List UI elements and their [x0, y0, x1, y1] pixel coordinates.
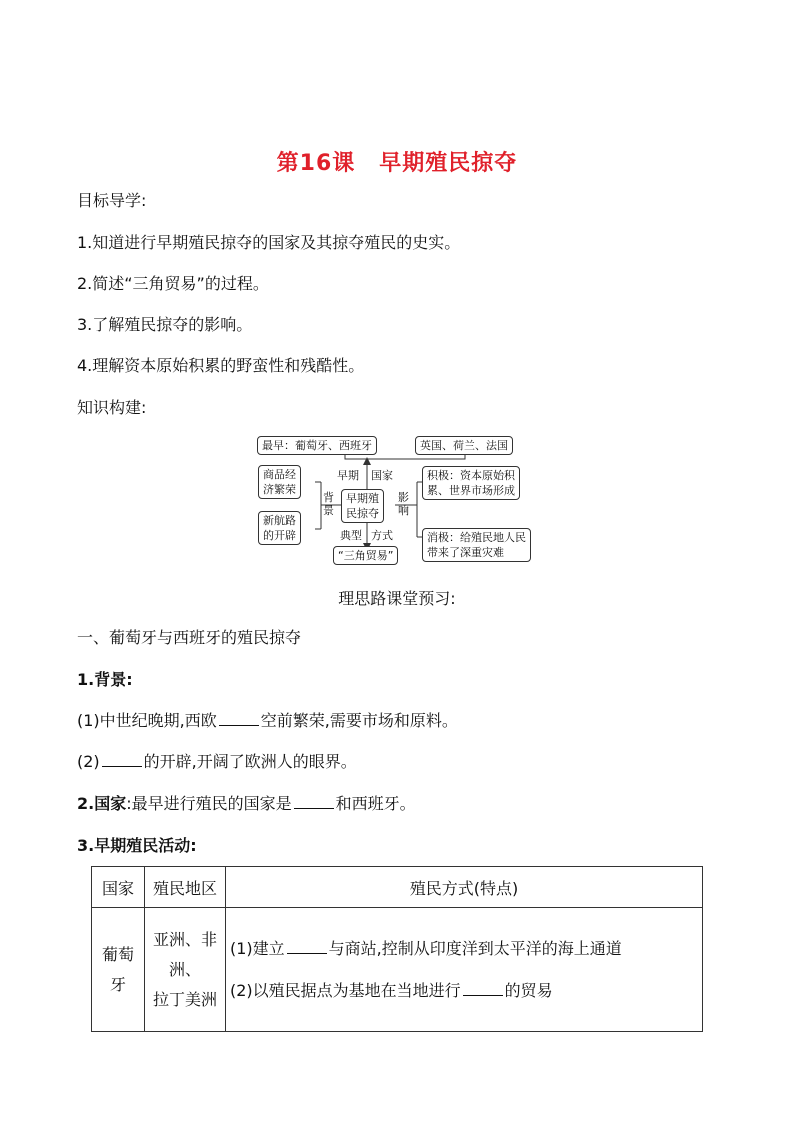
box-center: 早期殖 民掠夺	[341, 489, 384, 523]
section-heading: 一、葡萄牙与西班牙的殖民掠夺	[77, 628, 302, 647]
lesson-title: 早期殖民掠夺	[379, 151, 518, 176]
box-positive: 积极：资本原始积 累、世界市场形成	[422, 466, 520, 500]
label-method: 方式	[371, 529, 393, 542]
table-header: 国家	[92, 867, 145, 908]
background-heading: 1.背景:	[77, 670, 133, 689]
background-item: (2) 的开辟,开阔了欧洲人的眼界。	[77, 752, 357, 771]
cell-method: (1)建立 与商站,控制从印度洋到太平洋的海上通道 (2)以殖民据点为基地在当地进行 的贸易	[226, 908, 703, 1032]
table-row	[92, 908, 703, 1032]
box-earliest: 最早：葡萄牙、西班牙	[257, 436, 377, 455]
goal-item: 4.理解资本原始积累的野蛮性和残酷性。	[77, 356, 365, 375]
country-item: 2.国家:最早进行殖民的国家是 和西班牙。	[77, 794, 416, 813]
box-triangle-trade: “三角贸易”	[333, 546, 398, 565]
goal-item: 2.简述“三角贸易”的过程。	[77, 274, 269, 293]
box-negative: 消极：给殖民地人民 带来了深重灾难	[422, 528, 531, 562]
goal-item: 1.知道进行早期殖民掠夺的国家及其掠夺殖民的史实。	[77, 233, 461, 252]
activity-heading: 3.早期殖民活动:	[77, 836, 197, 855]
fill-blank[interactable]	[463, 981, 503, 996]
cell-country: 葡萄 牙	[92, 908, 145, 1032]
knowledge-heading: 知识构建:	[77, 398, 147, 417]
box-route: 新航路 的开辟	[258, 511, 301, 545]
fill-blank[interactable]	[294, 794, 334, 809]
goals-heading: 目标导学:	[77, 191, 147, 210]
label-typical: 典型	[340, 529, 362, 542]
table-header: 殖民地区	[145, 867, 226, 908]
label-background: 背 景	[323, 491, 334, 517]
colonial-activities-table	[91, 866, 703, 1032]
background-item: (1)中世纪晚期,西欧 空前繁荣,需要市场和原料。	[77, 711, 458, 730]
label-early: 早期	[337, 469, 359, 482]
lesson-number: 第16课	[276, 151, 356, 176]
table-header-row	[92, 867, 703, 908]
fill-blank[interactable]	[102, 752, 142, 767]
preview-heading: 理思路课堂预习:	[338, 589, 456, 608]
goal-item: 3.了解殖民掠夺的影响。	[77, 315, 253, 334]
label-country: 国家	[371, 469, 393, 482]
table-header: 殖民方式(特点)	[226, 867, 703, 908]
concept-diagram	[255, 435, 540, 570]
fill-blank[interactable]	[219, 711, 259, 726]
fill-blank[interactable]	[287, 939, 327, 954]
label-influence: 影 响	[398, 491, 409, 517]
box-countries: 英国、荷兰、法国	[415, 436, 513, 455]
cell-region: 亚洲、非 洲、 拉丁美洲	[145, 908, 226, 1032]
page-title	[0, 146, 794, 177]
box-commodity: 商品经 济繁荣	[258, 465, 301, 499]
